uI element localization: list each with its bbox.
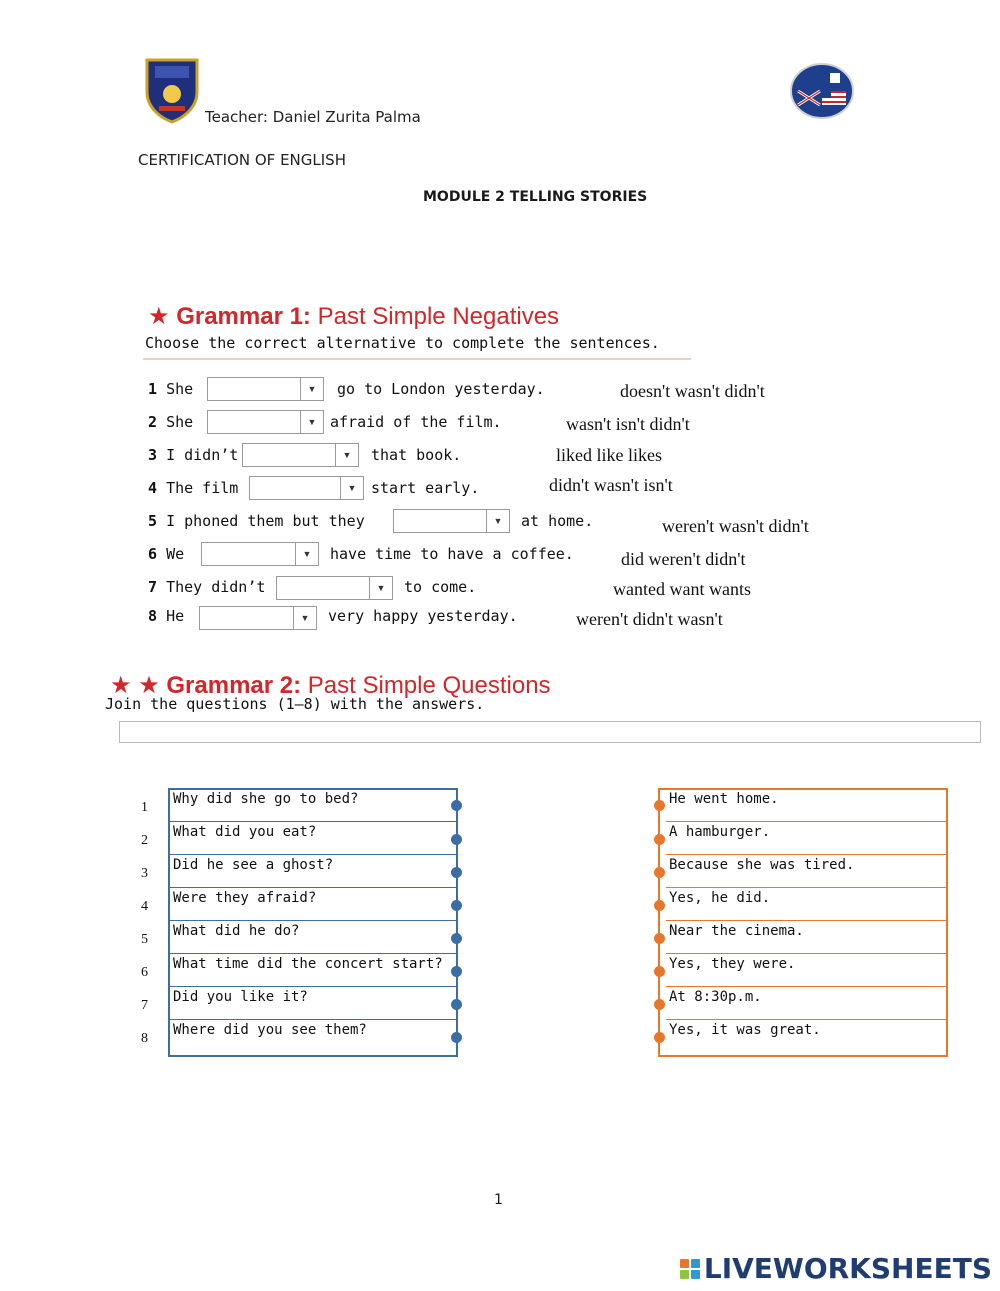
question-connector-dot[interactable]: [451, 900, 462, 911]
item-options: wasn't isn't didn't: [566, 414, 690, 434]
answer-dropdown[interactable]: [207, 410, 324, 434]
item-text-before: We: [166, 545, 185, 563]
answer-dropdown[interactable]: [249, 476, 364, 500]
item-number: 4: [148, 479, 158, 497]
item-number: 3: [148, 446, 158, 464]
english-department-logo: [790, 63, 854, 119]
answer-item: He went home.: [666, 789, 946, 822]
star-icon: ★: [110, 671, 132, 699]
chevron-down-icon: ▼: [300, 378, 323, 400]
answer-item: Near the cinema.: [666, 921, 946, 954]
item-options: doesn't wasn't didn't: [620, 381, 765, 401]
question-item: Did he see a ghost?: [170, 855, 456, 888]
brand-name: LIVEWORKSHEETS: [703, 1252, 992, 1285]
question-connector-dot[interactable]: [451, 800, 462, 811]
item-text-after: start early.: [371, 479, 480, 497]
grammar1-title-bold: Grammar 1:: [176, 303, 311, 330]
question-connector-dot[interactable]: [451, 999, 462, 1010]
answer-connector-dot[interactable]: [654, 999, 665, 1010]
liveworksheets-logo: [680, 1252, 992, 1285]
item-text-after: to come.: [404, 578, 477, 596]
question-item: Did you like it?: [170, 987, 456, 1020]
chevron-down-icon: ▼: [300, 411, 323, 433]
exercise-item: [148, 446, 238, 464]
answer-connector-dot[interactable]: [654, 800, 665, 811]
answer-connector-dot[interactable]: [654, 1032, 665, 1043]
answer-dropdown[interactable]: [199, 606, 317, 630]
answer-connector-dot[interactable]: [654, 867, 665, 878]
exercise-item: [148, 578, 265, 596]
exercise-frame: [119, 721, 981, 743]
answer-connector-dot[interactable]: [654, 834, 665, 845]
teacher-name: Teacher: Daniel Zurita Palma: [205, 108, 421, 126]
chevron-down-icon: ▼: [486, 510, 509, 532]
item-text-before: The film: [166, 479, 239, 497]
row-number: 6: [141, 965, 148, 980]
row-number: 8: [141, 1031, 148, 1046]
question-connector-dot[interactable]: [451, 966, 462, 977]
item-options: liked like likes: [556, 445, 662, 465]
row-number: 7: [141, 998, 148, 1013]
answer-dropdown[interactable]: [276, 576, 393, 600]
answer-dropdown[interactable]: [393, 509, 510, 533]
exercise-item: [148, 545, 184, 563]
question-item: Why did she go to bed?: [170, 789, 456, 822]
item-number: 1: [148, 380, 158, 398]
answer-item: At 8:30p.m.: [666, 987, 946, 1020]
answer-dropdown[interactable]: [242, 443, 359, 467]
answer-dropdown[interactable]: [201, 542, 319, 566]
question-connector-dot[interactable]: [451, 1032, 462, 1043]
row-number: 4: [141, 899, 148, 914]
course-title: CERTIFICATION OF ENGLISH: [138, 151, 346, 169]
grammar1-heading: [148, 302, 559, 331]
chevron-down-icon: ▼: [340, 477, 363, 499]
grammar2-instruction: Join the questions (1–8) with the answers.: [105, 695, 485, 713]
answer-item: A hamburger.: [666, 822, 946, 855]
question-item: What time did the concert start?: [170, 954, 456, 987]
item-options: weren't didn't wasn't: [576, 609, 723, 629]
exercise-item: [148, 413, 193, 431]
answer-item: Yes, they were.: [666, 954, 946, 987]
answer-connector-dot[interactable]: [654, 933, 665, 944]
item-text-after: afraid of the film.: [330, 413, 502, 431]
row-number: 2: [141, 833, 148, 848]
exercise-item: [148, 607, 184, 625]
item-text-after: go to London yesterday.: [337, 380, 545, 398]
question-connector-dot[interactable]: [451, 834, 462, 845]
item-text-before: I phoned them but they: [166, 512, 365, 530]
item-options: didn't wasn't isn't: [549, 475, 673, 495]
item-text-before: She: [166, 413, 194, 431]
item-number: 5: [148, 512, 158, 530]
item-text-after: that book.: [371, 446, 462, 464]
answer-connector-dot[interactable]: [654, 966, 665, 977]
row-number: 5: [141, 932, 148, 947]
item-text-before: They didn’t: [166, 578, 266, 596]
row-number: 3: [141, 866, 148, 881]
grammar2-title-rest: Past Simple Questions: [307, 672, 551, 699]
school-shield-logo: [143, 56, 201, 124]
item-text-after: have time to have a coffee.: [330, 545, 574, 563]
question-item: Where did you see them?: [173, 1022, 367, 1038]
grammar2-title-bold: Grammar 2:: [166, 672, 302, 699]
exercise-item: [148, 380, 193, 398]
item-number: 2: [148, 413, 158, 431]
exercise-item: [148, 512, 365, 530]
question-item: Were they afraid?: [170, 888, 456, 921]
item-text-after: at home.: [521, 512, 594, 530]
item-text-after: very happy yesterday.: [328, 607, 518, 625]
question-connector-dot[interactable]: [451, 867, 462, 878]
exercise-item: [148, 479, 238, 497]
star-icon: ★: [138, 671, 160, 699]
row-number: 1: [141, 800, 148, 815]
chevron-down-icon: ▼: [293, 607, 316, 629]
item-number: 8: [148, 607, 158, 625]
grammar1-title-rest: Past Simple Negatives: [317, 303, 560, 330]
page-number: 1: [494, 1192, 503, 1208]
divider: [143, 358, 691, 360]
answer-item: Because she was tired.: [666, 855, 946, 888]
liveworksheets-icon: [680, 1259, 700, 1279]
question-connector-dot[interactable]: [451, 933, 462, 944]
question-item: What did you eat?: [170, 822, 456, 855]
chevron-down-icon: ▼: [335, 444, 358, 466]
item-text-before: She: [166, 380, 194, 398]
item-number: 7: [148, 578, 158, 596]
answer-item: Yes, it was great.: [669, 1022, 821, 1038]
item-text-before: I didn’t: [166, 446, 239, 464]
answer-item: Yes, he did.: [666, 888, 946, 921]
item-options: wanted want wants: [613, 579, 751, 599]
item-options: weren't wasn't didn't: [662, 516, 809, 536]
item-text-before: He: [166, 607, 185, 625]
question-item: What did he do?: [170, 921, 456, 954]
grammar1-instruction: Choose the correct alternative to complete the sentences.: [145, 334, 660, 352]
star-icon: ★: [148, 302, 170, 330]
answer-connector-dot[interactable]: [654, 900, 665, 911]
chevron-down-icon: ▼: [369, 577, 392, 599]
answer-dropdown[interactable]: [207, 377, 324, 401]
chevron-down-icon: ▼: [295, 543, 318, 565]
item-options: did weren't didn't: [621, 549, 746, 569]
item-number: 6: [148, 545, 158, 563]
module-title: MODULE 2 TELLING STORIES: [423, 189, 648, 205]
